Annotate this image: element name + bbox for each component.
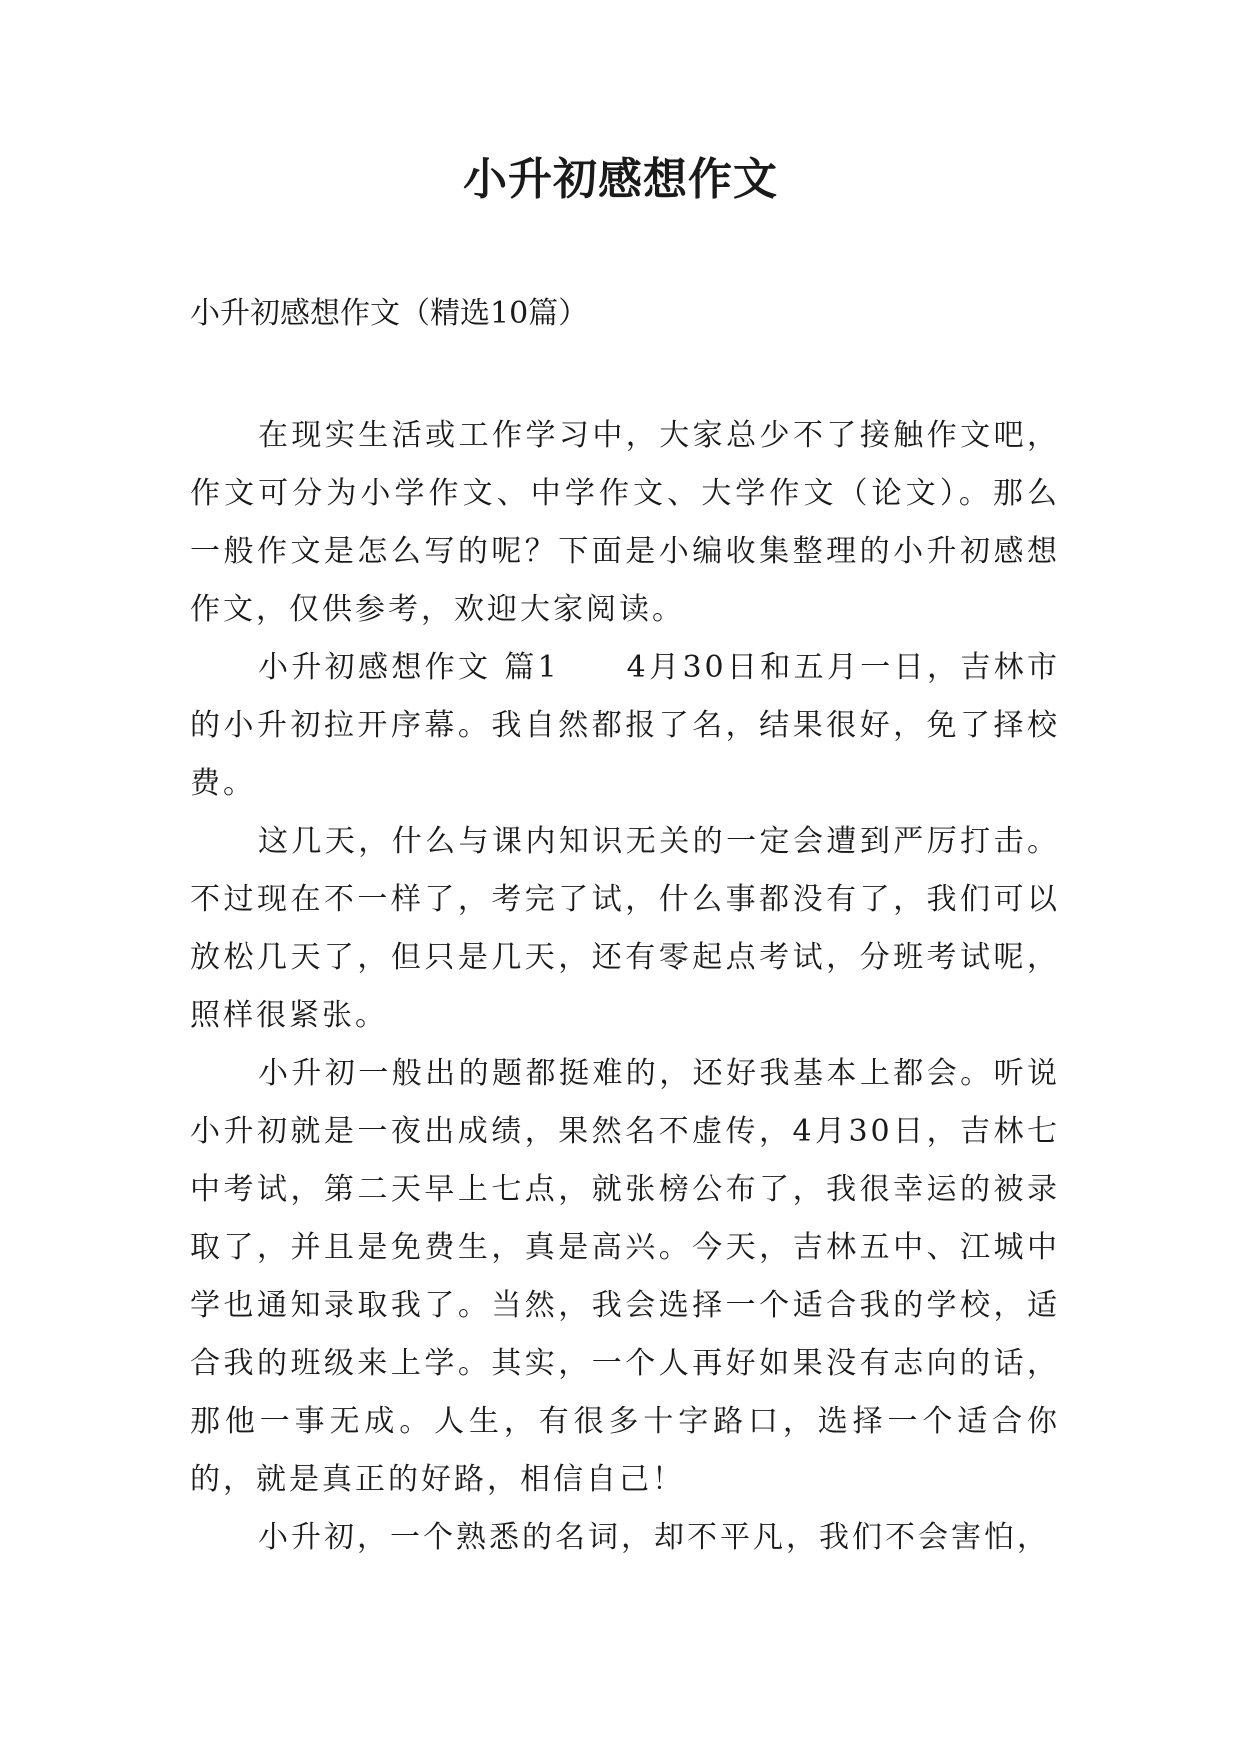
paragraph-intro: 在现实生活或工作学习中，大家总少不了接触作文吧，作文可分为小学作文、中学作文、大学作文（论文）。那么一般作文是怎么写的呢？下面是小编收集整理的小升初感想作文，仅供参考，欢迎大家阅读。 [190, 418, 1060, 627]
paragraph-essay-1-body-a: 这几天，什么与课内知识无关的一定会遭到严厉打击。不过现在不一样了，考完了试，什么事都没有了，我们可以放松几天了，但只是几天，还有零起点考试，分班考试呢，照样很紧张。 [190, 824, 1060, 1033]
paragraph-essay-1-body-c: 小升初，一个熟悉的名词，却不平凡，我们不会害怕， [258, 1520, 1050, 1555]
paragraph-essay-1-opening: 小升初感想作文 篇1 4月30日和五月一日，吉林市的小升初拉开序幕。我自然都报了名，结果很好，免了择校费。 [190, 650, 1060, 801]
document-body [190, 407, 1060, 1567]
document-subtitle: 小升初感想作文（精选10篇） [190, 296, 589, 331]
paragraph-essay-1-body-b: 小升初一般出的题都挺难的，还好我基本上都会。听说小升初就是一夜出成绩，果然名不虚传，4月30日，吉林七中考试，第二天早上七点，就张榜公布了，我很幸运的被录取了，并且是免费生，真是高兴。今天，吉林五中、江城中学也通知录取我了。当然，我会选择一个适合我的学校，适合我的班级来上学。其实，一个人再好如果没有志向的话，那他一事无成。人生，有很多十字路口，选择一个适合你的，就是真正的好路，相信自己！ [190, 1056, 1060, 1497]
document-title: 小升初感想作文 [463, 154, 778, 205]
